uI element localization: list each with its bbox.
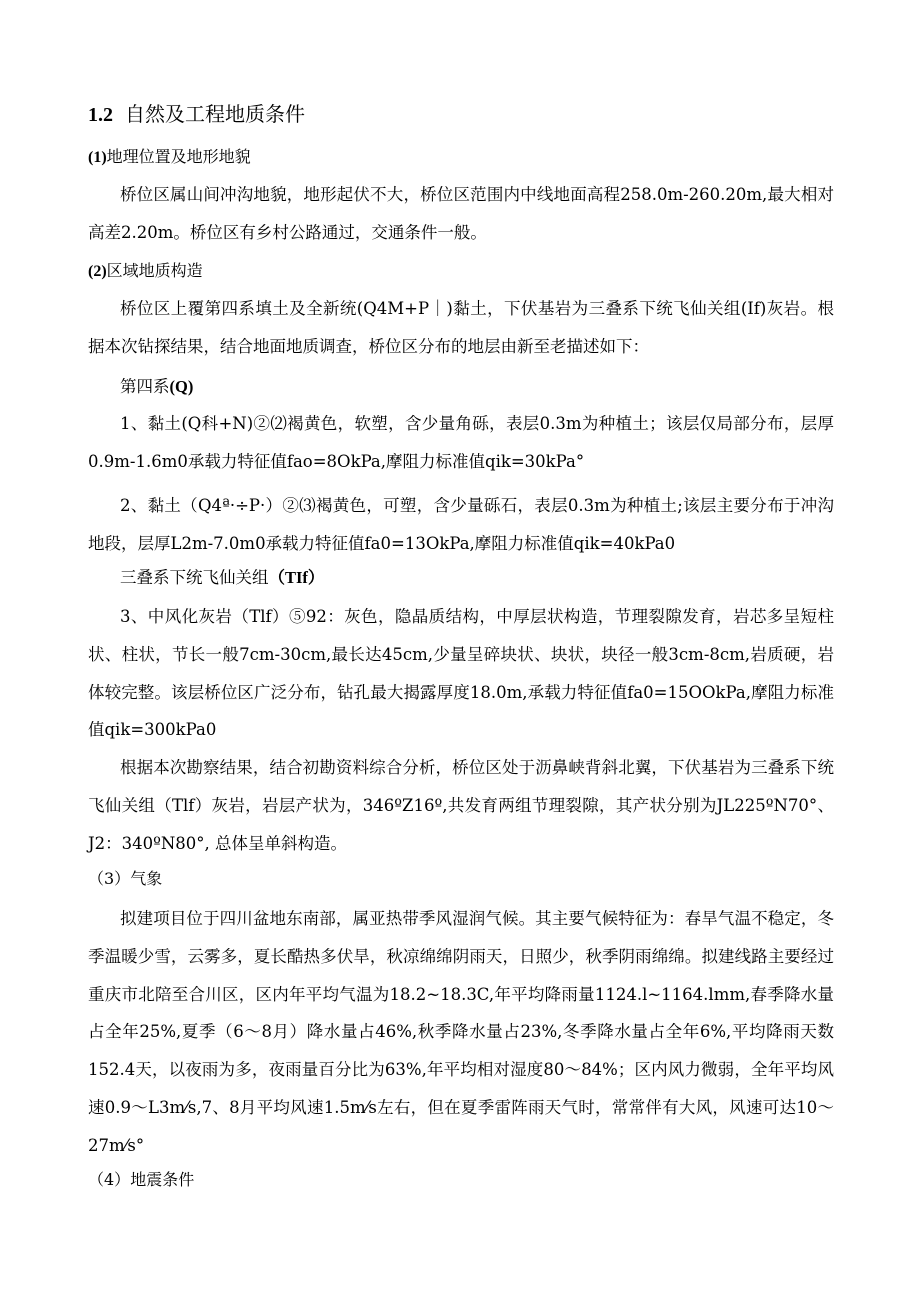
subheading-regional-geology: [88, 258, 203, 285]
paragraph-geo-location: 桥位区属山间冲沟地貌，地形起伏不大，桥位区范围内中线地面高程258.0m-260.20m,最大相对高差2.20m。桥位区有乡村公路通过，交通条件一般。: [88, 185, 834, 242]
subheading-label: (2): [88, 263, 107, 280]
subheading-label: (1): [88, 149, 107, 166]
quaternary-prefix: 第四系: [120, 377, 170, 396]
subheading-seismic: [88, 1167, 194, 1193]
subheading-title: 地理位置及地形地貌: [106, 147, 251, 166]
paragraph-clay-2: 2、黏土（Q4ª·÷P·）②⑶褐黄色，可塑，含少量砾石，表层0.3m为种植土;该层主要分布于冲沟地段，层厚L2m-7.0m0承载力特征值fa0=13OkPa,摩阻力标准值qik=40kPa0: [88, 496, 834, 553]
subheading-title: 地震条件: [130, 1170, 195, 1189]
paragraph-regional-intro: 桥位区上覆第四系填土及全新统(Q4M+P｜)黏土，下伏基岩为三叠系下统飞仙关组(If)灰岩。根据本次钻探结果，结合地面地质调查，桥位区分布的地层由新至老描述如下：: [88, 299, 834, 356]
paragraph-climate: 拟建项目位于四川盆地东南部，属亚热带季风湿润气候。其主要气候特征为：春旱气温不稳定，冬季温暖少雪，云雾多，夏长酷热多伏旱，秋凉绵绵阴雨天，日照少，秋季阴雨绵绵。拟建线路主要经过重庆市北陪至合川区，区内年平均气温为18.2~18.3C,年平均降雨量1124.l~1164.lmm,春季降水量占全年25%,夏季（6～8月）降水量占46%,秋季降水量占23%,冬季降水量占全年6%,平均降雨天数152.4天，以夜雨为多，夜雨量百分比为63%,年平均相对湿度80～84%；区内风力微弱，全年平均风速0.9～L3m⁄s,7、8月平均风速1.5m⁄s左右，但在夏季雷阵雨天气时，常常伴有大风，风速可达10～27m⁄s°: [88, 909, 834, 1155]
quaternary-code: (Q): [169, 377, 194, 396]
subheading-climate: [88, 866, 162, 892]
paragraph-clay-1: 1、黏土(Q科+N)②⑵褐黄色，软塑，含少量角砾，表层0.3m为种植土；该层仅局部分布，层厚0.9m-1.6m0承载力特征值fao=8OkPa,摩阻力标准值qik=30kPa°: [88, 414, 834, 471]
subheading-label: （4）: [88, 1170, 131, 1189]
subheading-title: 区域地质构造: [106, 261, 203, 280]
subheading-geo-location: [88, 144, 251, 171]
triassic-label: [120, 563, 324, 593]
subheading-title: 气象: [130, 869, 163, 888]
section-title: 自然及工程地质条件: [125, 102, 305, 126]
section-heading: [88, 99, 305, 130]
triassic-code: （TIf）: [268, 568, 325, 587]
subheading-label: （3）: [88, 869, 131, 888]
section-number: 1.2: [88, 104, 113, 126]
paragraph-survey-result: 根据本次勘察结果，结合初勘资料综合分析，桥位区处于沥鼻峡背斜北翼，下伏基岩为三叠系下统飞仙关组（Tlf）灰岩，岩层产状为，346ºZ16º,共发育两组节理裂隙，其产状分别为JL225ºN70°、J2：340ºN80°, 总体呈单斜构造。: [88, 758, 834, 853]
quaternary-label: [120, 372, 193, 402]
triassic-prefix: 三叠系下统飞仙关组: [120, 568, 269, 587]
paragraph-limestone: 3、中风化灰岩（Tlf）⑤92：灰色，隐晶质结构，中厚层状构造，节理裂隙发育，岩芯多呈短柱状、柱状，节长一般7cm-30cm,最长达45cm,少量呈碎块状、块状，块径一般3cm-8cm,岩质硬，岩体较完整。该层桥位区广泛分布，钻孔最大揭露厚度18.0m,承载力特征值fa0=15OOkPa,摩阻力标准值qik=300kPa0: [88, 607, 834, 740]
